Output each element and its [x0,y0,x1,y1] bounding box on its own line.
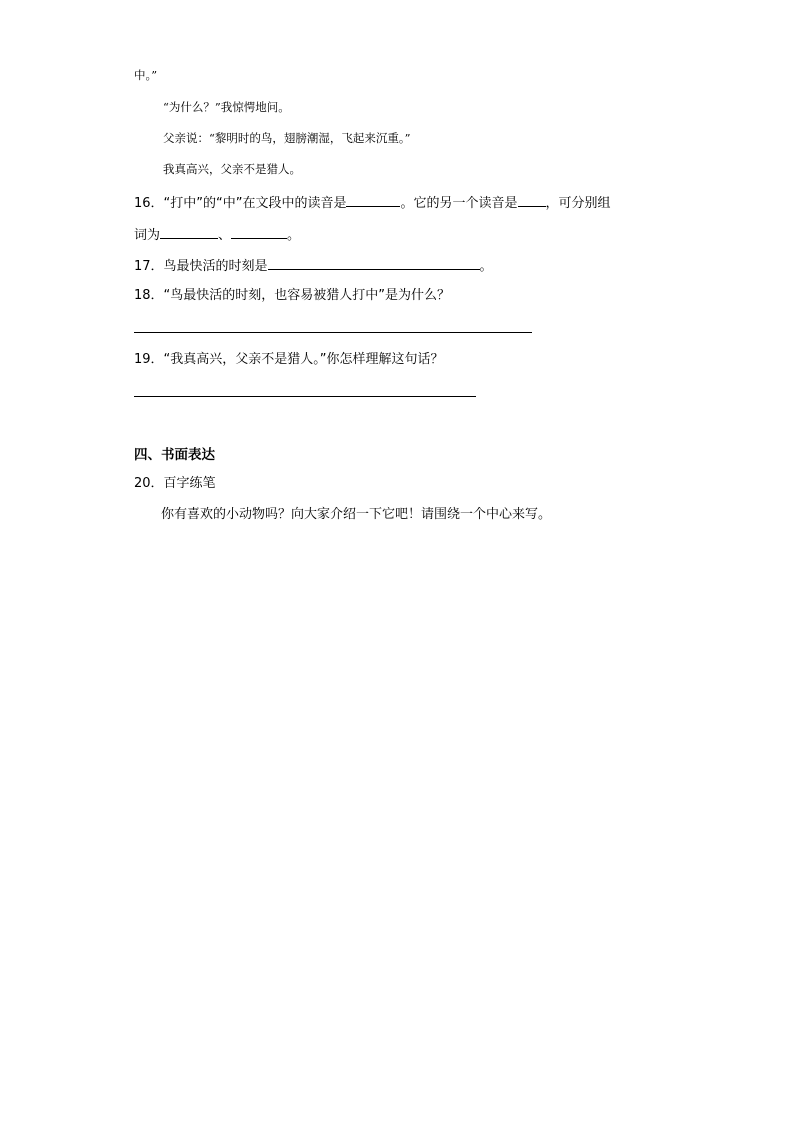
question-17-text-b: 。 [479,259,493,274]
question-16-text-a: 16．“打中”的“中”在文段中的读音是 [134,196,347,211]
answer-blank-other-reading[interactable] [518,193,546,207]
answer-blank-word-2[interactable] [231,225,287,239]
question-17 [134,256,493,276]
question-16-line-1 [134,193,611,213]
answer-blank-reading[interactable] [346,193,400,207]
answer-line-18[interactable] [134,332,532,333]
answer-blank-happiest-moment[interactable] [268,256,480,270]
question-20-title: 20．百字练笔 [134,476,216,491]
passage-line-1: 中。” [134,68,158,82]
question-16-text-f: 。 [287,228,301,243]
question-20-prompt: 你有喜欢的小动物吗？向大家介绍一下它吧！请围绕一个中心来写。 [161,507,552,522]
passage-line-2: “为什么？”我惊愕地问。 [163,100,290,114]
question-16-text-b: 。它的另一个读音是 [400,196,518,211]
question-16-line-2 [134,225,300,245]
question-19: 19．“我真高兴，父亲不是猎人。”你怎样理解这句话？ [134,352,444,367]
answer-line-19[interactable] [134,396,476,397]
answer-blank-word-1[interactable] [160,225,218,239]
question-16-text-d: 词为 [134,228,161,243]
question-16-text-e: 、 [218,228,232,243]
question-17-text-a: 17．鸟最快活的时刻是 [134,259,268,274]
question-16-text-c: ，可分别组 [545,196,611,211]
passage-line-3: 父亲说：“黎明时的鸟，翅膀潮湿，飞起来沉重。” [163,131,411,145]
section-heading: 四、书面表达 [134,447,215,463]
question-18: 18．“鸟最快活的时刻，也容易被猎人打中”是为什么？ [134,288,451,303]
passage-line-4: 我真高兴，父亲不是猎人。 [163,162,301,176]
